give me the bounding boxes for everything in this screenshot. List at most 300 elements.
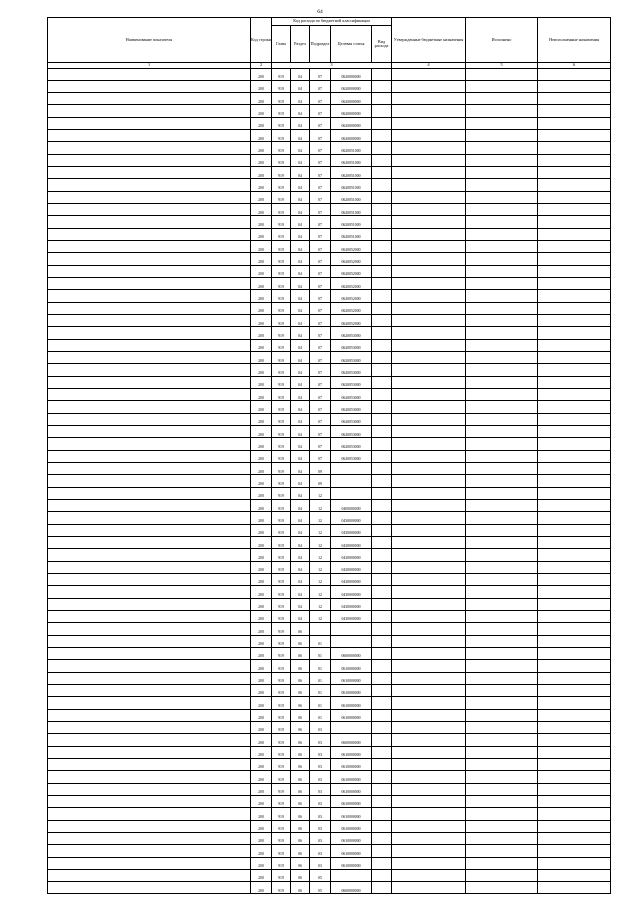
row-target-article: 0430000000 [331, 610, 372, 622]
row-unexecuted [538, 130, 611, 142]
row-executed [466, 475, 538, 487]
row-unexecuted [538, 413, 611, 425]
row-name [48, 524, 251, 536]
row-target-article: 0430000000 [331, 549, 372, 561]
row-podrazdel: 12 [310, 487, 331, 499]
row-unexecuted [538, 179, 611, 191]
row-razdel: 06 [291, 721, 310, 733]
table-row [48, 808, 611, 820]
row-approved [392, 438, 466, 450]
row-unexecuted [538, 857, 611, 869]
table-row [48, 216, 611, 228]
row-line-code: 200 [251, 635, 272, 647]
row-executed [466, 327, 538, 339]
row-razdel: 04 [291, 573, 310, 585]
row-unexecuted [538, 105, 611, 117]
table-row [48, 561, 611, 573]
table-row [48, 401, 611, 413]
row-executed [466, 204, 538, 216]
row-line-code: 200 [251, 290, 272, 302]
row-executed [466, 253, 538, 265]
budget-table-body [48, 68, 611, 894]
row-podrazdel: 12 [310, 524, 331, 536]
row-line-code: 200 [251, 795, 272, 807]
row-expense-type [372, 758, 392, 770]
row-podrazdel: 07 [310, 130, 331, 142]
row-glava: 919 [272, 684, 291, 696]
row-approved [392, 684, 466, 696]
row-approved [392, 339, 466, 351]
row-executed [466, 278, 538, 290]
row-line-code: 200 [251, 610, 272, 622]
row-name [48, 734, 251, 746]
row-expense-type [372, 105, 392, 117]
table-row [48, 253, 611, 265]
row-glava: 919 [272, 524, 291, 536]
row-razdel: 04 [291, 179, 310, 191]
row-name [48, 204, 251, 216]
row-approved [392, 647, 466, 659]
row-expense-type [372, 857, 392, 869]
row-expense-type [372, 179, 392, 191]
row-razdel: 04 [291, 278, 310, 290]
row-name [48, 721, 251, 733]
row-unexecuted [538, 734, 611, 746]
row-line-code: 200 [251, 709, 272, 721]
row-expense-type [372, 130, 392, 142]
row-target-article: 0620053000 [331, 413, 372, 425]
table-row [48, 697, 611, 709]
row-executed [466, 463, 538, 475]
row-unexecuted [538, 93, 611, 105]
row-glava: 919 [272, 450, 291, 462]
row-executed [466, 228, 538, 240]
row-razdel: 06 [291, 697, 310, 709]
row-target-article: 0610000000 [331, 746, 372, 758]
row-executed [466, 734, 538, 746]
row-line-code: 200 [251, 228, 272, 240]
row-target-article: 0620053000 [331, 352, 372, 364]
row-podrazdel: 12 [310, 549, 331, 561]
row-approved [392, 413, 466, 425]
row-target-article: 0610000000 [331, 820, 372, 832]
row-razdel: 04 [291, 216, 310, 228]
row-target-article: 0620000000 [331, 130, 372, 142]
row-podrazdel: 07 [310, 204, 331, 216]
table-row [48, 536, 611, 548]
row-glava: 919 [272, 265, 291, 277]
row-podrazdel: 12 [310, 598, 331, 610]
row-podrazdel: 03 [310, 795, 331, 807]
row-approved [392, 808, 466, 820]
row-unexecuted [538, 389, 611, 401]
row-podrazdel: 01 [310, 635, 331, 647]
row-expense-type [372, 771, 392, 783]
row-unexecuted [538, 352, 611, 364]
row-expense-type [372, 191, 392, 203]
row-expense-type [372, 80, 392, 92]
row-target-article: 0620052000 [331, 315, 372, 327]
row-name [48, 832, 251, 844]
row-approved [392, 450, 466, 462]
row-executed [466, 352, 538, 364]
row-name [48, 117, 251, 129]
table-row [48, 524, 611, 536]
row-line-code: 200 [251, 487, 272, 499]
header-classification: Код расхода по бюджетной классификации [272, 18, 392, 26]
row-glava: 919 [272, 536, 291, 548]
row-line-code: 200 [251, 586, 272, 598]
row-name [48, 389, 251, 401]
row-approved [392, 882, 466, 894]
row-glava: 919 [272, 561, 291, 573]
row-name [48, 376, 251, 388]
table-row [48, 426, 611, 438]
row-unexecuted [538, 376, 611, 388]
row-unexecuted [538, 80, 611, 92]
row-executed [466, 524, 538, 536]
row-glava: 919 [272, 857, 291, 869]
row-line-code: 200 [251, 857, 272, 869]
row-target-article: 0610000000 [331, 758, 372, 770]
row-target-article: 0610000000 [331, 857, 372, 869]
row-name [48, 709, 251, 721]
row-unexecuted [538, 253, 611, 265]
row-name [48, 352, 251, 364]
row-line-code: 200 [251, 105, 272, 117]
row-expense-type [372, 278, 392, 290]
row-name [48, 536, 251, 548]
row-name [48, 783, 251, 795]
table-row [48, 783, 611, 795]
header-glava: Глава [272, 26, 291, 63]
row-approved [392, 721, 466, 733]
row-target-article: 0610000000 [331, 771, 372, 783]
row-unexecuted [538, 721, 611, 733]
row-approved [392, 783, 466, 795]
row-razdel: 04 [291, 167, 310, 179]
row-line-code: 200 [251, 623, 272, 635]
row-expense-type [372, 364, 392, 376]
row-unexecuted [538, 327, 611, 339]
row-executed [466, 105, 538, 117]
row-name [48, 623, 251, 635]
row-podrazdel: 07 [310, 93, 331, 105]
row-executed [466, 339, 538, 351]
row-approved [392, 265, 466, 277]
row-name [48, 130, 251, 142]
row-expense-type [372, 512, 392, 524]
row-glava: 919 [272, 142, 291, 154]
row-glava: 919 [272, 635, 291, 647]
row-razdel: 04 [291, 413, 310, 425]
table-row [48, 327, 611, 339]
row-approved [392, 241, 466, 253]
row-executed [466, 845, 538, 857]
table-row [48, 339, 611, 351]
row-razdel: 06 [291, 845, 310, 857]
row-podrazdel: 09 [310, 475, 331, 487]
row-podrazdel: 12 [310, 573, 331, 585]
row-executed [466, 758, 538, 770]
row-razdel: 04 [291, 253, 310, 265]
row-executed [466, 721, 538, 733]
row-approved [392, 352, 466, 364]
table-row [48, 795, 611, 807]
row-name [48, 697, 251, 709]
row-executed [466, 746, 538, 758]
row-approved [392, 204, 466, 216]
table-row [48, 857, 611, 869]
row-executed [466, 438, 538, 450]
row-razdel: 06 [291, 857, 310, 869]
row-executed [466, 315, 538, 327]
row-unexecuted [538, 475, 611, 487]
row-podrazdel: 07 [310, 450, 331, 462]
row-unexecuted [538, 869, 611, 881]
row-podrazdel: 07 [310, 142, 331, 154]
row-glava: 919 [272, 68, 291, 80]
row-target-article: 0620000000 [331, 68, 372, 80]
row-glava: 919 [272, 253, 291, 265]
table-row [48, 586, 611, 598]
row-line-code: 200 [251, 721, 272, 733]
row-target-article: 0620052000 [331, 302, 372, 314]
row-razdel: 04 [291, 105, 310, 117]
row-glava: 919 [272, 463, 291, 475]
row-glava: 919 [272, 487, 291, 499]
row-razdel: 04 [291, 512, 310, 524]
row-name [48, 315, 251, 327]
row-line-code: 200 [251, 154, 272, 166]
row-executed [466, 820, 538, 832]
row-line-code: 200 [251, 450, 272, 462]
row-glava: 919 [272, 549, 291, 561]
row-line-code: 200 [251, 573, 272, 585]
row-name [48, 610, 251, 622]
row-unexecuted [538, 647, 611, 659]
row-expense-type [372, 352, 392, 364]
row-name [48, 216, 251, 228]
row-expense-type [372, 339, 392, 351]
row-razdel: 04 [291, 241, 310, 253]
row-executed [466, 882, 538, 894]
row-unexecuted [538, 623, 611, 635]
row-line-code: 200 [251, 278, 272, 290]
row-glava: 919 [272, 80, 291, 92]
row-target-article: 0610000000 [331, 660, 372, 672]
row-podrazdel: 01 [310, 709, 331, 721]
row-approved [392, 426, 466, 438]
row-unexecuted [538, 536, 611, 548]
row-razdel: 04 [291, 315, 310, 327]
row-podrazdel: 03 [310, 734, 331, 746]
row-razdel: 04 [291, 598, 310, 610]
header-approved: Утвержденные бюджетные назначения [392, 18, 466, 63]
row-glava: 919 [272, 413, 291, 425]
row-razdel: 06 [291, 647, 310, 659]
row-glava: 919 [272, 499, 291, 511]
table-row [48, 376, 611, 388]
row-expense-type [372, 413, 392, 425]
row-expense-type [372, 647, 392, 659]
row-executed [466, 376, 538, 388]
row-approved [392, 142, 466, 154]
row-name [48, 105, 251, 117]
row-name [48, 672, 251, 684]
row-razdel: 04 [291, 499, 310, 511]
row-razdel: 06 [291, 795, 310, 807]
row-line-code: 200 [251, 179, 272, 191]
row-unexecuted [538, 586, 611, 598]
row-name [48, 746, 251, 758]
row-unexecuted [538, 660, 611, 672]
row-executed [466, 684, 538, 696]
row-glava: 919 [272, 647, 291, 659]
row-approved [392, 857, 466, 869]
row-podrazdel: 03 [310, 758, 331, 770]
row-line-code: 200 [251, 647, 272, 659]
row-executed [466, 647, 538, 659]
row-line-code: 200 [251, 80, 272, 92]
row-razdel: 06 [291, 635, 310, 647]
row-glava: 919 [272, 512, 291, 524]
row-line-code: 200 [251, 401, 272, 413]
row-expense-type [372, 536, 392, 548]
row-approved [392, 610, 466, 622]
row-glava: 919 [272, 832, 291, 844]
row-line-code: 200 [251, 130, 272, 142]
table-row [48, 241, 611, 253]
row-glava: 919 [272, 845, 291, 857]
row-approved [392, 327, 466, 339]
row-executed [466, 549, 538, 561]
row-razdel: 06 [291, 623, 310, 635]
header-executed: Исполнено [466, 18, 538, 63]
row-target-article: 0620052000 [331, 290, 372, 302]
row-approved [392, 315, 466, 327]
header-razdel: Раздел [291, 26, 310, 63]
row-name [48, 882, 251, 894]
row-name [48, 265, 251, 277]
row-target-article [331, 721, 372, 733]
row-expense-type [372, 216, 392, 228]
row-expense-type [372, 869, 392, 881]
row-unexecuted [538, 684, 611, 696]
row-target-article: 0620052000 [331, 241, 372, 253]
row-podrazdel [310, 623, 331, 635]
table-row [48, 80, 611, 92]
row-expense-type [372, 327, 392, 339]
row-podrazdel: 07 [310, 376, 331, 388]
row-line-code: 200 [251, 512, 272, 524]
row-unexecuted [538, 290, 611, 302]
row-line-code: 200 [251, 216, 272, 228]
row-unexecuted [538, 635, 611, 647]
row-name [48, 561, 251, 573]
row-approved [392, 660, 466, 672]
row-unexecuted [538, 746, 611, 758]
row-unexecuted [538, 204, 611, 216]
row-expense-type [372, 623, 392, 635]
row-razdel: 06 [291, 869, 310, 881]
header-unexecuted: Неисполненные назначения [538, 18, 611, 63]
row-target-article: 0620000000 [331, 80, 372, 92]
row-podrazdel: 07 [310, 413, 331, 425]
row-executed [466, 117, 538, 129]
row-expense-type [372, 561, 392, 573]
row-line-code: 200 [251, 499, 272, 511]
row-line-code: 200 [251, 364, 272, 376]
row-glava: 919 [272, 771, 291, 783]
row-target-article: 0620052000 [331, 253, 372, 265]
row-glava: 919 [272, 327, 291, 339]
row-razdel: 04 [291, 536, 310, 548]
row-executed [466, 142, 538, 154]
page-number: 64 [317, 9, 323, 15]
row-razdel: 06 [291, 882, 310, 894]
row-glava: 919 [272, 869, 291, 881]
row-name [48, 869, 251, 881]
row-razdel: 04 [291, 204, 310, 216]
header-code: Код строки [251, 18, 272, 63]
row-expense-type [372, 635, 392, 647]
row-target-article: 0610000000 [331, 783, 372, 795]
row-expense-type [372, 463, 392, 475]
row-line-code: 200 [251, 352, 272, 364]
row-unexecuted [538, 265, 611, 277]
row-approved [392, 869, 466, 881]
row-unexecuted [538, 610, 611, 622]
header-index-3: 3 [272, 63, 392, 69]
row-executed [466, 154, 538, 166]
row-approved [392, 623, 466, 635]
row-line-code: 200 [251, 204, 272, 216]
row-unexecuted [538, 561, 611, 573]
table-row [48, 487, 611, 499]
row-glava: 919 [272, 179, 291, 191]
row-glava: 919 [272, 93, 291, 105]
row-unexecuted [538, 524, 611, 536]
row-razdel: 04 [291, 389, 310, 401]
row-target-article: 0620053000 [331, 401, 372, 413]
row-target-article: 0620000000 [331, 105, 372, 117]
row-target-article: 0620053000 [331, 389, 372, 401]
table-row [48, 647, 611, 659]
row-glava: 919 [272, 783, 291, 795]
row-razdel: 04 [291, 401, 310, 413]
table-row [48, 68, 611, 80]
row-name [48, 857, 251, 869]
row-approved [392, 80, 466, 92]
row-executed [466, 709, 538, 721]
row-glava: 919 [272, 795, 291, 807]
table-row [48, 290, 611, 302]
row-podrazdel: 01 [310, 684, 331, 696]
row-podrazdel: 03 [310, 783, 331, 795]
row-glava: 919 [272, 623, 291, 635]
table-row [48, 734, 611, 746]
row-target-article: 0620052000 [331, 278, 372, 290]
row-approved [392, 463, 466, 475]
table-row [48, 130, 611, 142]
row-razdel: 04 [291, 191, 310, 203]
row-approved [392, 130, 466, 142]
row-expense-type [372, 450, 392, 462]
row-line-code: 200 [251, 253, 272, 265]
row-expense-type [372, 315, 392, 327]
row-expense-type [372, 610, 392, 622]
